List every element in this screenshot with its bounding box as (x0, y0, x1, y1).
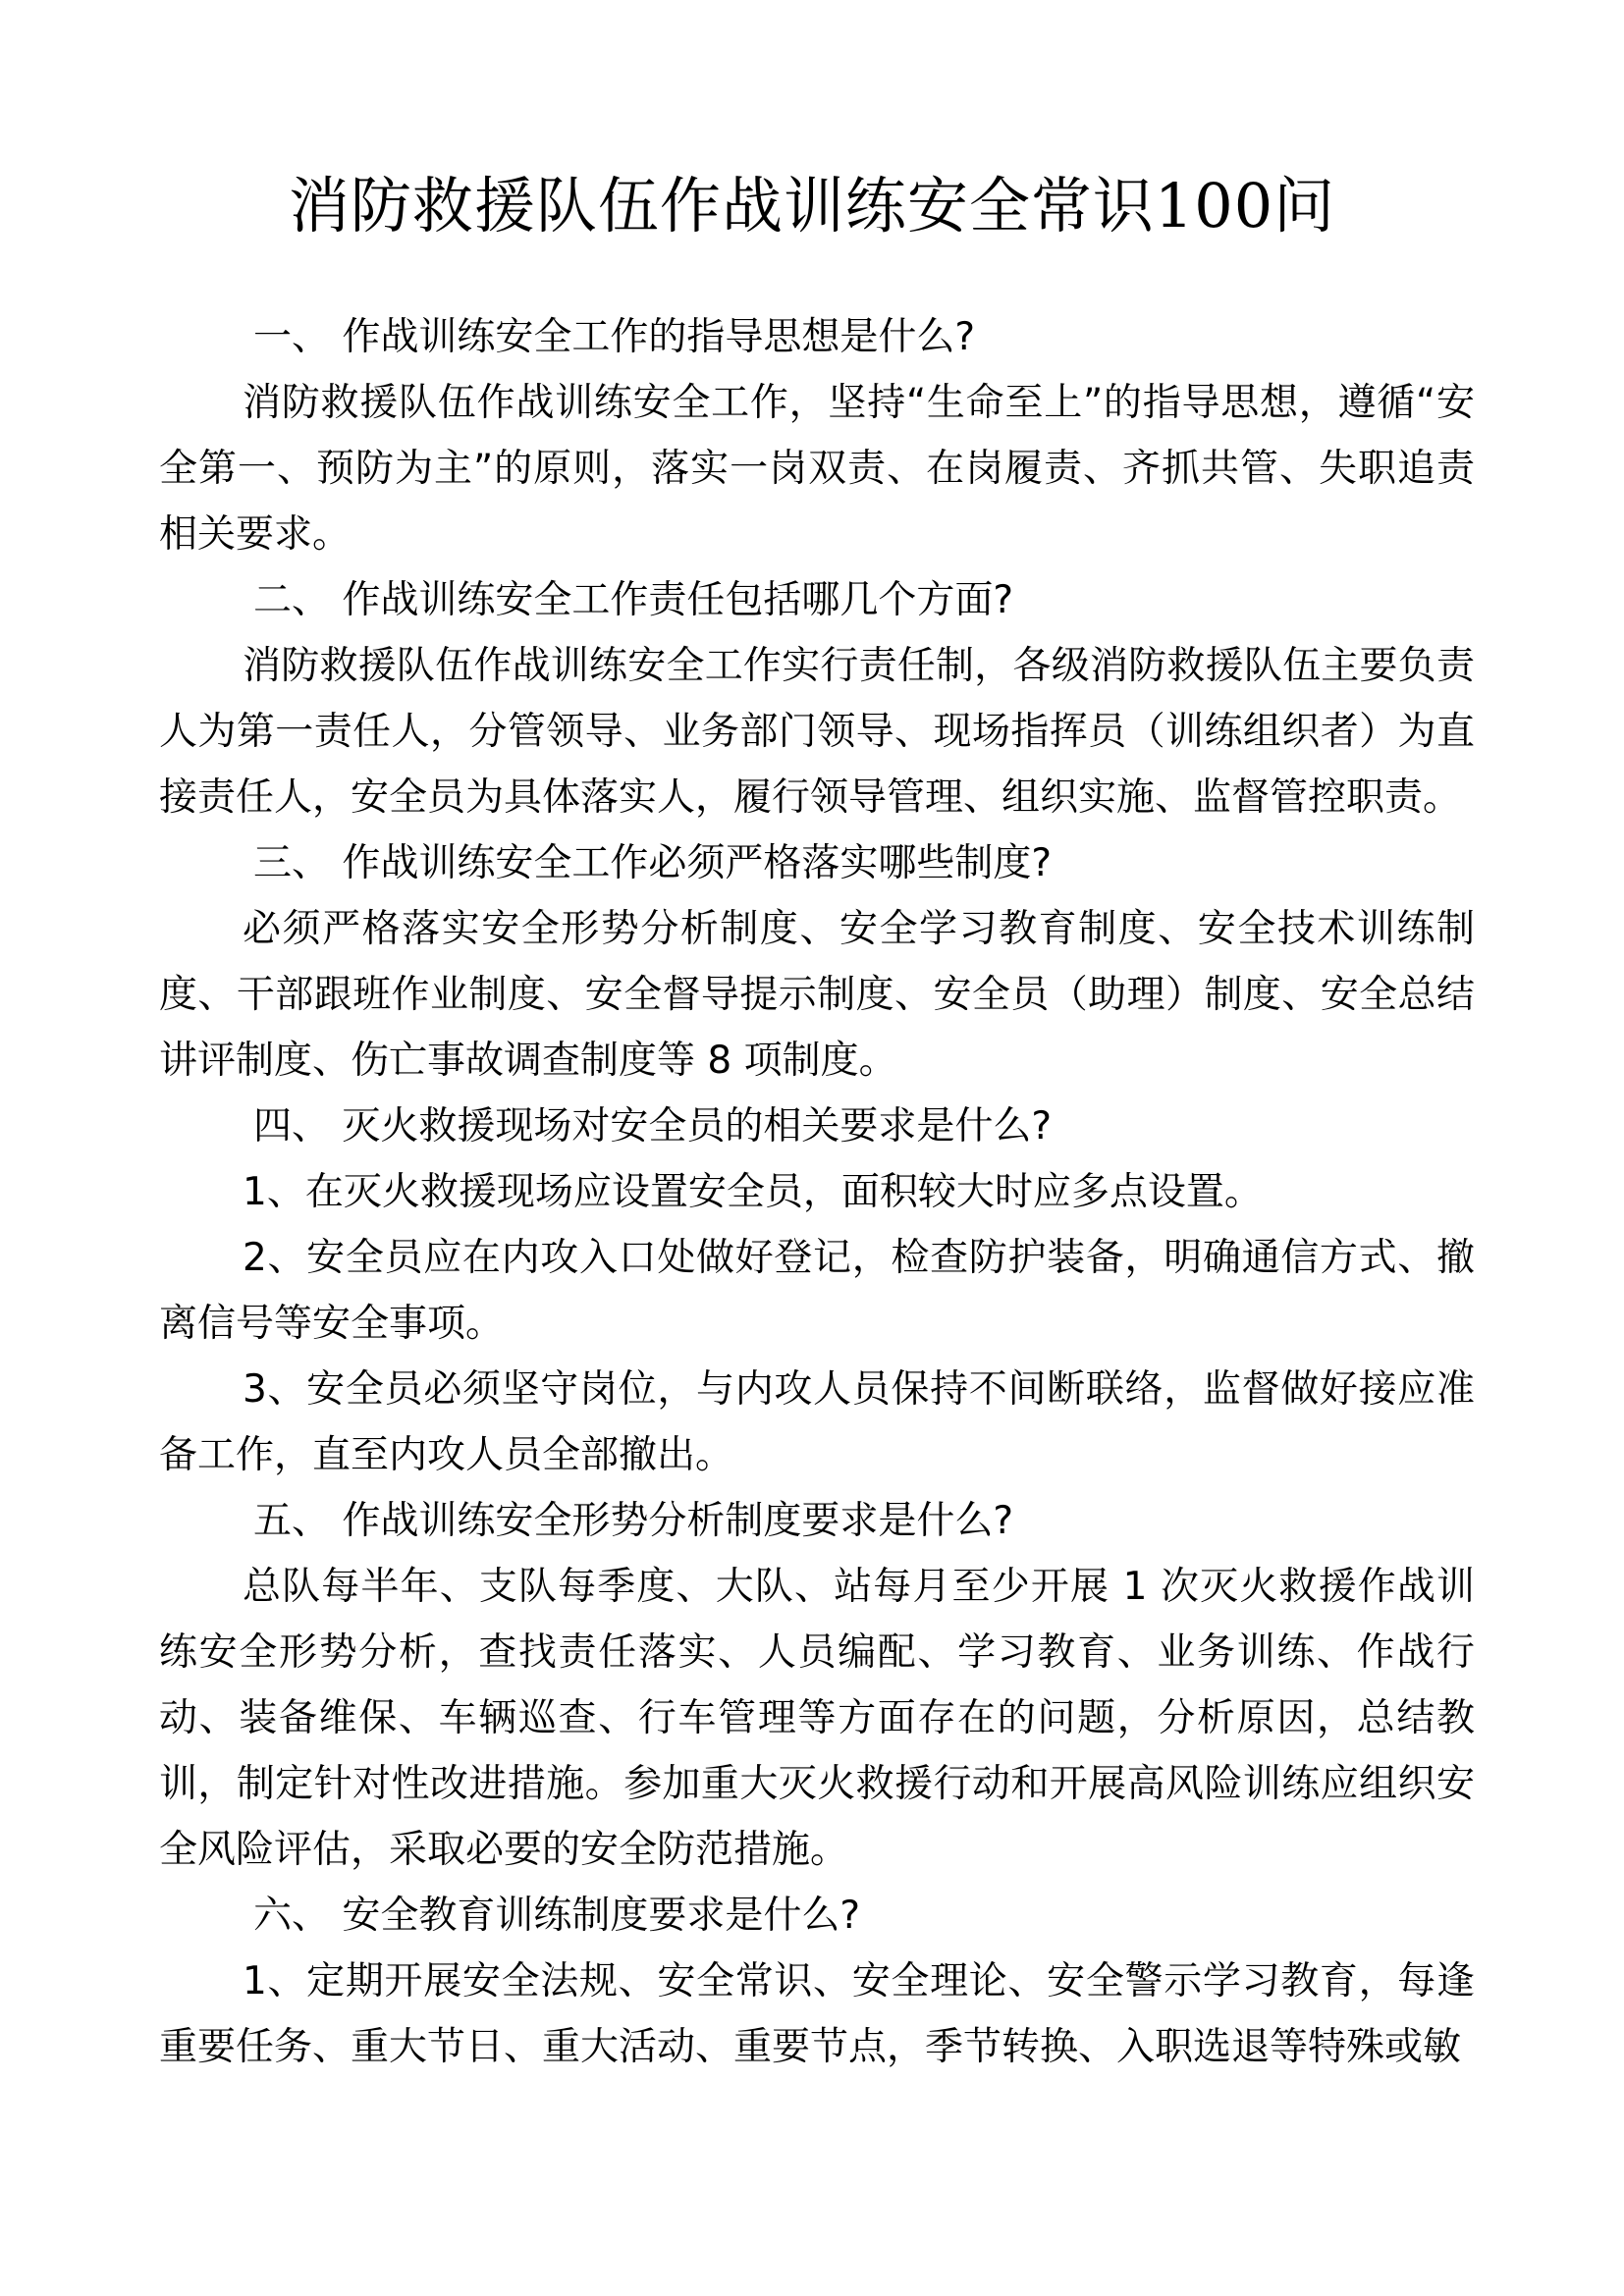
section-4-answer-1: 1、在灭火救援现场应设置安全员，面积较大时应多点设置。 (243, 1170, 1263, 1214)
section-4-answer-2: 2、安全员应在内攻入口处做好登记，检查防护装备，明确通信方式、撤离信号等安全事项。 (159, 1236, 1475, 1346)
section-1-question: 一、 作战训练安全工作的指导思想是什么? (253, 315, 976, 359)
section-6-answer-1: 1、定期开展安全法规、安全常识、安全理论、安全警示学习教育，每逢重要任务、重大节日、重大活动、重要节点，季节转换、入职选退等特殊或敏 (159, 1959, 1475, 2069)
section-3-question: 三、 作战训练安全工作必须严格落实哪些制度? (253, 841, 1053, 885)
section-5-answer-1: 总队每半年、支队每季度、大队、站每月至少开展 1 次灭火救援作战训练安全形势分析，查找责任落实、人员编配、学习教育、业务训练、作战行动、装备维保、车辆巡查、行车管理等方面存在的问题，分析原因，总结教训，制定针对性改进措施。参加重大灭火救援行动和开展高风险训练应组织安全风险评估，采取必要的安全防范措施。 (159, 1565, 1475, 1872)
section-3-answer-1: 必须严格落实安全形势分析制度、安全学习教育制度、安全技术训练制度、干部跟班作业制度、安全督导提示制度、安全员（助理）制度、安全总结讲评制度、伤亡事故调查制度等 8 项制度。 (159, 907, 1475, 1083)
section-2-question: 二、 作战训练安全工作责任包括哪几个方面? (253, 578, 1014, 622)
section-2-answer-1: 消防救援队伍作战训练安全工作实行责任制，各级消防救援队伍主要负责人为第一责任人，分管领导、业务部门领导、现场指挥员（训练组织者）为直接责任人，安全员为具体落实人，履行领导管理、组织实施、监督管控职责。 (159, 644, 1475, 820)
section-6-question: 六、 安全教育训练制度要求是什么? (253, 1894, 861, 1938)
document-title: 消防救援队伍作战训练安全常识100问 (288, 170, 1336, 241)
section-1-answer-1: 消防救援队伍作战训练安全工作，坚持“生命至上”的指导思想，遵循“安全第一、预防为主”的原则，落实一岗双责、在岗履责、齐抓共管、失职追责相关要求。 (159, 381, 1475, 557)
section-5-question: 五、 作战训练安全形势分析制度要求是什么? (253, 1499, 1014, 1543)
section-4-question: 四、 灭火救援现场对安全员的相关要求是什么? (253, 1104, 1053, 1148)
section-4-answer-3: 3、安全员必须坚守岗位，与内攻人员保持不间断联络，监督做好接应准备工作，直至内攻人员全部撤出。 (159, 1367, 1475, 1477)
document-body (159, 304, 1475, 2080)
